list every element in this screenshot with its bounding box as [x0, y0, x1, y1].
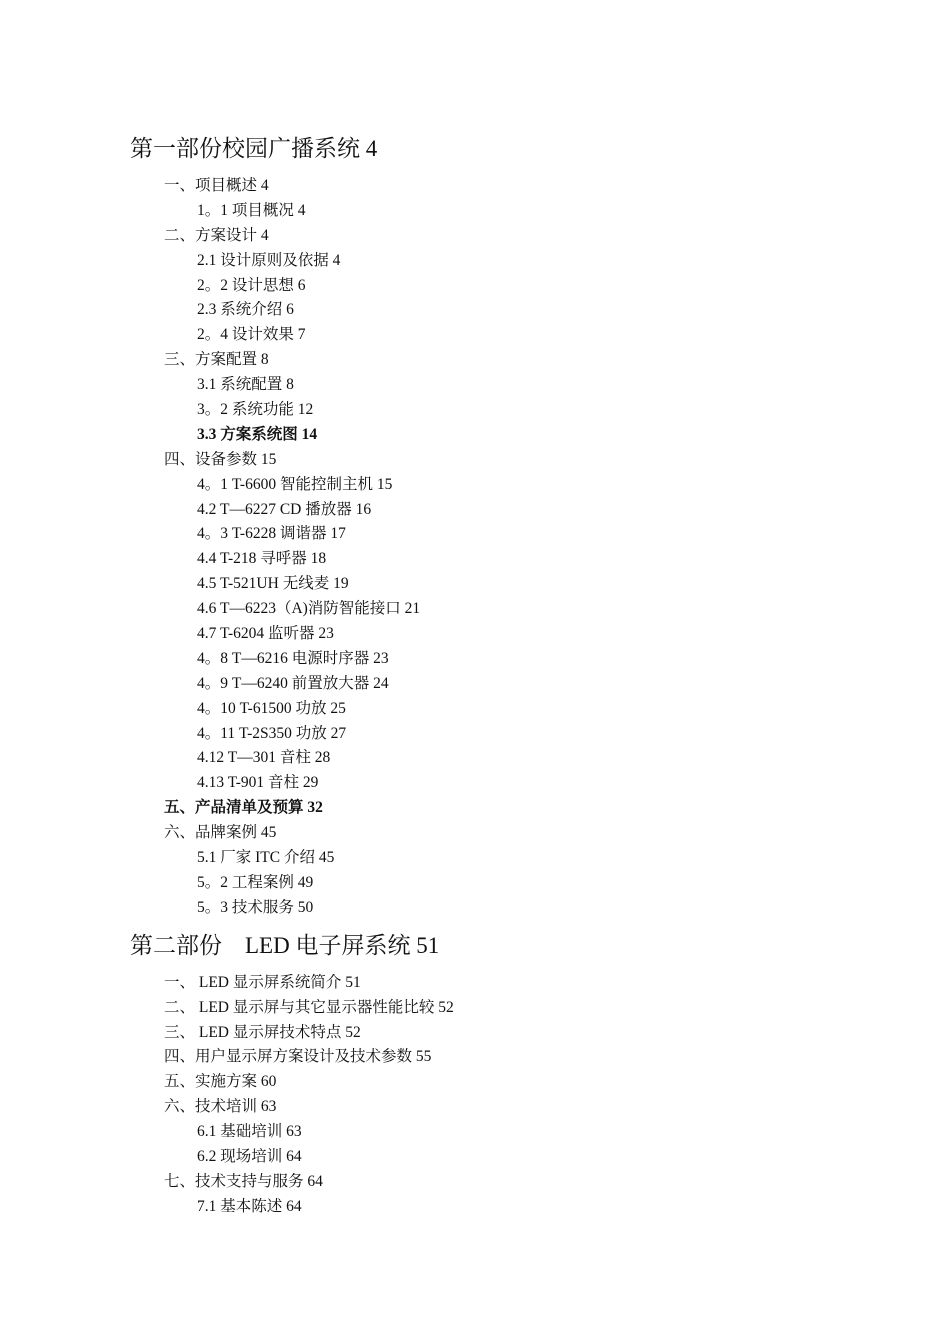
- toc-entry[interactable]: 4.2 T—6227 CD 播放器 16: [197, 500, 372, 518]
- toc-entry[interactable]: 一、 LED 显示屏系统简介 51: [164, 973, 361, 991]
- toc-entry[interactable]: 5.1 厂家 ITC 介绍 45: [197, 849, 335, 867]
- toc-entry[interactable]: 六、技术培训 63: [164, 1098, 277, 1116]
- toc-entry[interactable]: 2.3 系统介绍 6: [197, 301, 294, 319]
- toc-entry[interactable]: 4。9 T—6240 前置放大器 24: [197, 674, 389, 692]
- toc-entry[interactable]: 五、实施方案 60: [164, 1073, 277, 1091]
- toc-entry[interactable]: 五、产品清单及预算 32: [164, 799, 323, 817]
- toc-entry[interactable]: 4.7 T-6204 监听器 23: [197, 625, 334, 643]
- toc-entry[interactable]: 一、项目概述 4: [164, 177, 269, 194]
- toc-entry[interactable]: 4.4 T-218 寻呼器 18: [197, 550, 327, 568]
- table-of-contents: [130, 128, 890, 1220]
- toc-entry[interactable]: 3.3 方案系统图 14: [197, 425, 318, 443]
- toc-entry[interactable]: 4.6 T—6223（A)消防智能接口 21: [197, 600, 421, 618]
- toc-entry[interactable]: 7.1 基本陈述 64: [197, 1197, 302, 1215]
- toc-entry[interactable]: 5。3 技术服务 50: [197, 898, 314, 916]
- toc-part-1-title[interactable]: 第一部份校园广播系统 4: [130, 136, 378, 161]
- toc-entry[interactable]: 七、技术支持与服务 64: [164, 1172, 323, 1190]
- toc-entry[interactable]: 二、方案设计 4: [164, 226, 269, 244]
- toc-entry[interactable]: 4.5 T-521UH 无线麦 19: [197, 575, 349, 593]
- toc-entry[interactable]: 4。11 T-2S350 功放 27: [197, 724, 347, 742]
- toc-entry[interactable]: 4。8 T—6216 电源时序器 23: [197, 649, 389, 667]
- toc-entry[interactable]: 2。4 设计效果 7: [197, 326, 306, 344]
- toc-entry[interactable]: 4。10 T-61500 功放 25: [197, 699, 346, 717]
- toc-entry[interactable]: 三、方案配置 8: [164, 351, 269, 369]
- toc-entry[interactable]: 1。1 项目概况 4: [197, 201, 306, 219]
- toc-entry[interactable]: 4.12 T—301 音柱 28: [197, 749, 331, 767]
- toc-entry[interactable]: 三、 LED 显示屏技术特点 52: [164, 1023, 361, 1041]
- toc-entry[interactable]: 6.2 现场培训 64: [197, 1147, 302, 1165]
- toc-entry[interactable]: 六、品牌案例 45: [164, 824, 277, 842]
- toc-entry[interactable]: 5。2 工程案例 49: [197, 873, 314, 891]
- toc-entry[interactable]: 四、设备参数 15: [164, 450, 277, 468]
- toc-entry[interactable]: 6.1 基础培训 63: [197, 1123, 302, 1141]
- toc-entry[interactable]: 四、用户显示屏方案设计及技术参数 55: [164, 1048, 432, 1066]
- toc-entry[interactable]: 2.1 设计原则及依据 4: [197, 251, 341, 269]
- toc-entry[interactable]: 4.13 T-901 音柱 29: [197, 774, 319, 792]
- toc-entry[interactable]: 2。2 设计思想 6: [197, 276, 306, 294]
- toc-entry[interactable]: 二、 LED 显示屏与其它显示器性能比较 52: [164, 998, 454, 1016]
- toc-entry[interactable]: 3。2 系统功能 12: [197, 401, 314, 419]
- toc-entry[interactable]: 4。1 T-6600 智能控制主机 15: [197, 475, 393, 493]
- toc-part-2-title[interactable]: 第二部份 LED 电子屏系统 51: [130, 932, 440, 958]
- toc-part-2-entries: [130, 971, 890, 1220]
- toc-entry[interactable]: 4。3 T-6228 调谐器 17: [197, 525, 346, 543]
- toc-entry[interactable]: 3.1 系统配置 8: [197, 376, 294, 394]
- toc-part-1-entries: [130, 174, 890, 921]
